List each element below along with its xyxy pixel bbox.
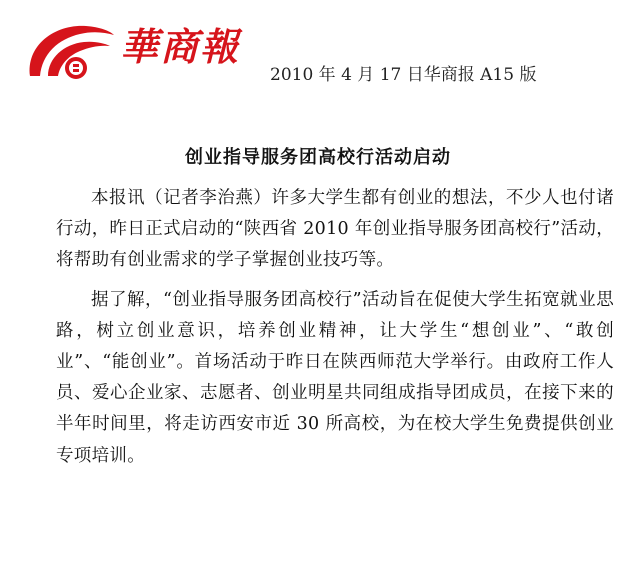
newspaper-logo-emblem (24, 18, 116, 82)
publication-dateline: 2010 年 4 月 17 日华商报 A15 版 (270, 65, 537, 85)
article-headline: 创业指导服务团高校行活动启动 (185, 147, 451, 168)
newspaper-logo-text: 華商報 (120, 24, 241, 69)
article-body (56, 183, 614, 480)
article-paragraph-1: 本报讯（记者李治燕）许多大学生都有创业的想法，不少人也付诸行动，昨日正式启动的“陕西省 2010 年创业指导服务团高校行”活动，将帮助有创业需求的学子掌握创业技巧等。 (56, 188, 614, 271)
masthead (0, 0, 636, 100)
article-paragraph-2: 据了解，“创业指导服务团高校行”活动旨在促使大学生拓宽就业思路，树立创业意识，培养创业精神，让大学生“想创业”、“敢创业”、“能创业”。首场活动于昨日在陕西师范大学举行。由政府工作人员、爱心企业家、志愿者、创业明星共同组成指导团成员，在接下来的半年时间里，将走访西安市近 30 所高校，为在校大学生免费提供创业专项培训。 (56, 289, 614, 466)
